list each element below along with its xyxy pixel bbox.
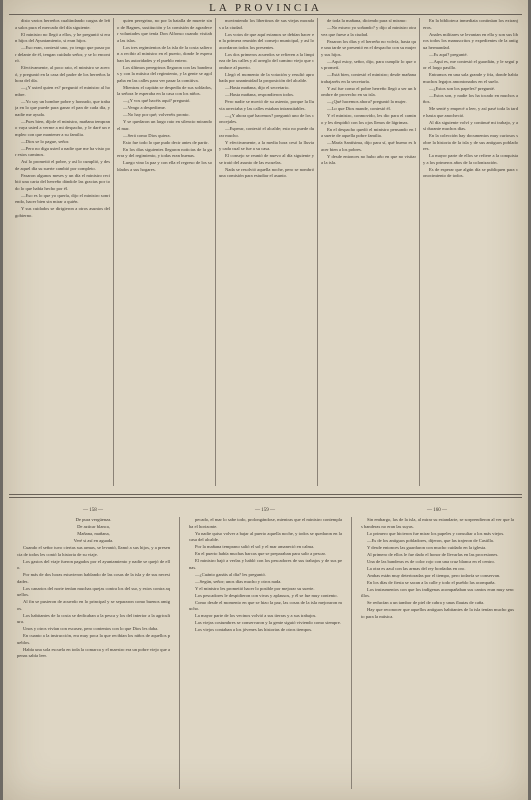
top-column-5 [423,18,518,486]
paragraph: —Eso es lo que yo quería, dijo el ministro sonriendo, hacer bien sin mirar a quién. [15,192,110,204]
paragraph: Los tres regimientos de la isla de la costa salieron a recibir al ministro en el puerto, donde le esperaban las autoridades y el pueblo entero. [117,44,212,63]
paragraph: —Aquí estoy, señor, dijo, para cumplir lo que os prometí. [321,58,416,70]
page-number: — 158 — [83,508,103,513]
paragraph: Unos y otros vivían con escasez, pero contentos con lo que Dios les daba. [23,626,159,631]
paragraph: Mientras el capitán se despedía de sus soldados, la señora le esperaba en la casa con los niños. [117,84,212,96]
paragraph: Lo primero que hicieron fue mirar los papeles y consultar a los más viejos. [367,530,505,536]
paragraph: movimiendo los libertinos de sus viejas moradas a la ciudad. [219,18,314,30]
paragraph: En el puerto había muchas barcas que se preparaban para salir a pescar. [195,551,326,556]
paragraph: disto varios herreños cualtindando cargas de leña salos pura el mercado del día siguiente. [15,18,110,30]
paragraph: Ambas están muy deterioradas por el tiempo, pero todavía se conservan. [367,572,501,578]
paragraph: Pasaron algunos meses y un día el ministro recibió una carta del herreño dándole las gracias por todo lo que había hecho por él. [15,172,110,191]
paragraph: de toda la mañana, diciendo para sí mismo: [327,18,407,23]
paragraph: —Hasta mañana, respondieron todos. [225,92,295,97]
paragraph: —Es aquí? pregunté. [429,51,468,57]
masthead-rule [9,14,522,15]
page-number: — 159 — [255,508,275,513]
paragraph: —María Santísima, dijo para sí, qué bueno es hacer bien a los pobres. [321,140,416,152]
column-rule [419,18,420,486]
paragraph: —¿Qué hacemos ahora? preguntó la mujer. [327,99,407,104]
paragraph: Al primero de ellos le fue dado el honor de llevarlas en las procesiones. [367,551,499,557]
fold-rule [9,494,522,495]
paragraph: Los últimos peregrinos llegaron con las banderas y con la música del regimiento, y la gente se agolpaba en las calles para ver pasar la comitiva. [117,64,212,83]
paragraph: En los días siguientes llegaron noticias de la guerra y del regimiento, y todas eran buenas. [117,146,212,158]
top-column-4 [321,18,416,486]
paragraph: —Está bien, contestó el ministro; desde mañana trabajaréis en la secretaría. [321,72,416,84]
paragraph: —¿Cuánto ganáis al día? les preguntó. [195,571,266,577]
paragraph: La otra es azul con las armas del rey bordadas en oro. [367,565,466,571]
paragraph: Esto fue todo lo que pudo decir antes de partir. [123,139,209,145]
paragraph: Los viejos contaban a los jóvenes las historias de otros tiempos. [195,627,313,632]
paragraph: —Será como Dios quiera. [123,132,171,138]
bottom-column-1 [17,517,170,789]
paragraph: Llegó el momento de la votación y resultó aprobada por unanimidad la proposición del alcalde. [219,71,314,83]
paragraph: De pura vergüenza. [75,517,112,522]
paragraph: Mañana, mañana, [77,531,110,536]
top-column-2 [117,18,212,486]
paragraph: Y sus cuidados se dirigieron a otros asuntos del gobierno. [15,206,110,218]
paragraph: Y así fue como el pobre herreño llegó a ser un hombre de provecho en su isla. [321,85,416,97]
paragraph: Nada se resolvió aquella noche, pero se nombró una comisión para estudiar el asunto. [219,166,314,178]
paragraph: Luego vino la paz y con ella el regreso de los soldados a sus hogares. [117,160,212,172]
paragraph: Al fin se pusieron de acuerdo en lo principal y se separaron como buenos amigos. [17,599,170,611]
paragraph: Los pescadores le despidieron con vivas y aplausos, y él se fue muy contento. [195,592,338,598]
paragraph: —Hasta mañana, dijo el secretario. [225,85,290,90]
paragraph: El ministro no llegó a ellos, y he preguntó si eran hijos del Ayuntamiento, si eran hijos. [15,31,110,43]
paragraph: Cuando el señor tuvo ciertas sus armas, se levantó, llamó a sus hijos, y a presencia de todos les contó la historia de su viaje. [17,545,170,557]
paragraph: Y desde entonces no hubo año en que no visitara la isla. [321,153,416,165]
paragraph: Pasaron los días y el herreño no volvía, hasta que una tarde se presentó en el despacho con su mujer y sus hijos. [321,38,416,57]
bottom-column-2 [189,517,342,789]
top-column-3 [219,18,314,486]
paragraph: Y se quedaron un largo rato en silencio mirando el mar. [117,119,212,131]
paragraph: Una de las banderas es de color rojo con una cruz blanca en el centro. [367,558,495,564]
paragraph: Se reducían a un tambor de piel de cabra y unas flautas de caña. [367,600,485,605]
paragraph: Pero nadie se movió de su asiento, porque la lluvia arreciaba y las calles estaban intransitables. [219,99,314,111]
paragraph: En el despacho quedó el ministro pensando en la suerte de aquella pobre familia. [321,126,416,138]
paragraph: El consejo se reunió de nuevo al día siguiente y se trató del asunto de las escuelas. [219,153,314,165]
paragraph: Y el ministro les prometió hacer lo posible por mejorar su suerte. [195,585,315,591]
paragraph: —¿Y usted quien es? preguntó el ministro al hombre. [15,85,110,97]
paragraph: El ministro bajó a verlas y habló con los pescadores de sus trabajos y de sus penas. [189,558,342,570]
fold-rule [9,497,522,498]
paragraph: Entramos en una sala grande y fría, donde había muchos legajos amontonados en el suelo. [423,72,518,84]
paragraph: pecado, el mar lo sabe todo, prolongándose, mientras que el ministro contemplaba el horizonte. [189,517,342,529]
paragraph: Había una sola escuela en toda la comarca y el maestro era un pobre viejo que apenas sabía leer. [17,646,170,658]
paragraph: Como desde el momento en que se hizo la paz, las cosas de la isla mejoraron mucho. [189,599,342,611]
paragraph: Y el ministro, conmovido, les dio para el camino y les despidió con los ojos llenos de lágrimas. [321,113,416,125]
paragraph: —Aquí es, me contestó el guardián, y le seguí por el largo pasillo. [423,58,518,70]
paragraph: —Dios se lo pague, señor. [21,138,70,144]
paragraph: —Esperar, contestó el alcalde; esto no puede durar mucho. [219,126,314,138]
paragraph: Por más de dos horas estuvieron hablando de las cosas de la isla y de sus necesidades. [17,572,170,584]
paragraph: De azúcar blanca, [77,524,110,529]
paragraph: En la colección hay documentos muy curiosos sobre la historia de la isla y de sus antiguos pobladores. [423,133,518,151]
paragraph: —No estuvo yo soñando? y dijo al ministro otra vez que fuese a la ciudad. [321,25,416,37]
paragraph: —Vengo a despedirme. [123,105,166,110]
masthead: LA PROVINCIA [209,2,322,14]
paragraph: —Lo que Dios mande, contestó él. [327,106,391,111]
paragraph: Al día siguiente volví y continué mi trabajo, y así durante muchos días. [423,119,518,131]
paragraph: Los dos primeros acuerdos se refieren a la limpieza de las calles y al arreglo del camino viejo que conduce al puerto. [219,51,314,70]
paragraph: —Pues bien, díjole el ministro, mañana temprano vaya usted a verme a mi despacho, y le daré un empleo con que mantener a su familia. [15,118,110,137]
paragraph: Las viejas costumbres se conservaron y la gente siguió viviendo como siempre. [195,620,341,625]
paragraph: Efectivamente, al poco rato, el ministro se acercó, y preguntó en la casa del padre de los herreños la hora del día. [15,65,110,83]
paragraph: Es de esperar que algún día se publiquen para conocimiento de todos. [423,166,518,178]
newspaper-page [3,0,528,800]
paragraph: En los días de fiesta se sacan a la calle y todo el pueblo las acompaña. [367,579,496,585]
paragraph: quien peregrino, no por la batalla de muerte sino de Bagnes, sustitución y la comisión de agradecer voluntades que tenía Don Alfonso cuando visitaba las islas. [117,18,212,43]
paragraph: Sin embargo, las de la isla, al mirar su estandarte, se sorprendieron al ver que las banderas no eran las suyas. [361,517,514,529]
paragraph: —Según, señor; unos días mucho y otros nada. [195,578,282,584]
column-rule [179,517,180,789]
paragraph: La mayor parte de los vecinos volvió a sus tierras y a sus trabajos. [195,613,317,618]
top-column-1 [15,18,110,486]
bottom-column-3 [361,517,514,789]
paragraph: Los canarios del norte tenían muchas quejas contra los del sur, y estos contra aquellos. [17,585,170,597]
paragraph: Ya nadie quiso volver a bajar al puerto aquella noche, y todos se quedaron en la casa del alcalde. [189,530,342,542]
paragraph: Y desde entonces las guardaron con mucho cuidado en la iglesia. [367,544,487,550]
paragraph: Hay que reconocer que aquellos antiguos habitantes de la isla tenían mucho gusto para la música. [361,607,514,619]
paragraph: —Yo soy un hombre pobre y honrado, que trabaja en lo que puede para ganar el pan de cada día, y nadie me ayuda. [15,98,110,117]
paragraph: Los habitantes de la costa se dedicaban a la pesca y los del interior a la agricultura. [17,612,170,624]
paragraph: —No hay por qué; volveréis pronto. [123,112,190,117]
column-rule [351,517,352,789]
paragraph: —Pero no diga usted a nadie que me ha visto por estos caminos. [15,145,110,157]
paragraph: Por la mañana temprano salió el sol y el mar amaneció en calma. [195,544,315,549]
paragraph: —Eso eran, contestó uno, yo tengo que pasar por delante de él, tengan cuidado señor, y se lo encontró. [15,45,110,63]
paragraph: Y efectivamente, a la media hora cesó la lluvia y cada cual se fue a su casa. [219,139,314,151]
paragraph: Anales militares se levantan en ella y son sus libros todos los manuscritos y expedientes de la antigua hermandad. [423,31,518,50]
paragraph: Así lo prometió el pobre, y así lo cumplió, y desde aquel día su suerte cambió por completo. [15,159,110,171]
paragraph: —¿Estos son los papeles? pregunté. [429,85,495,91]
paragraph: Los instrumentos con que los indígenas acompañaban sus cantos eran muy sencillos. [361,586,514,598]
page-number: — 160 — [427,508,447,513]
paragraph: En cuanto a la instrucción, era muy poca la que recibían los niños de aquellos pueblos. [17,633,170,645]
paragraph: Veré si así en aguada. [73,538,114,543]
column-rule [113,18,114,486]
paragraph: La mayor parte de ellos se refiere a la conquista y a los primeros años de la colonización. [423,153,518,165]
paragraph: —¿Y vos qué hacéis aquí? preguntó. [123,98,191,103]
column-rule [317,18,318,486]
paragraph: Los gastos del viaje fueron pagados por el ayuntamiento y nadie se quejó de ello. [17,558,170,570]
paragraph: —Es de los antiguos pobladores, dijeron, que las trajeron de Castilla. [367,537,494,543]
paragraph: Los votos de que aquí estamos se debían hacer en la primera reunión del consejo municipal, y así lo acordaron todos los presentes. [219,31,314,50]
paragraph: —¿Y ahora qué hacemos? preguntó uno de los concejales. [219,112,314,124]
column-rule [215,18,216,486]
paragraph: Me senté y empecé a leer, y así pasé toda la tarde hasta que anocheció. [423,106,518,118]
paragraph: —Estos son, y nadie los ha tocado en muchos años. [423,92,518,104]
paragraph: En la biblioteca inmediata continúan los extranjeros. [423,18,518,30]
